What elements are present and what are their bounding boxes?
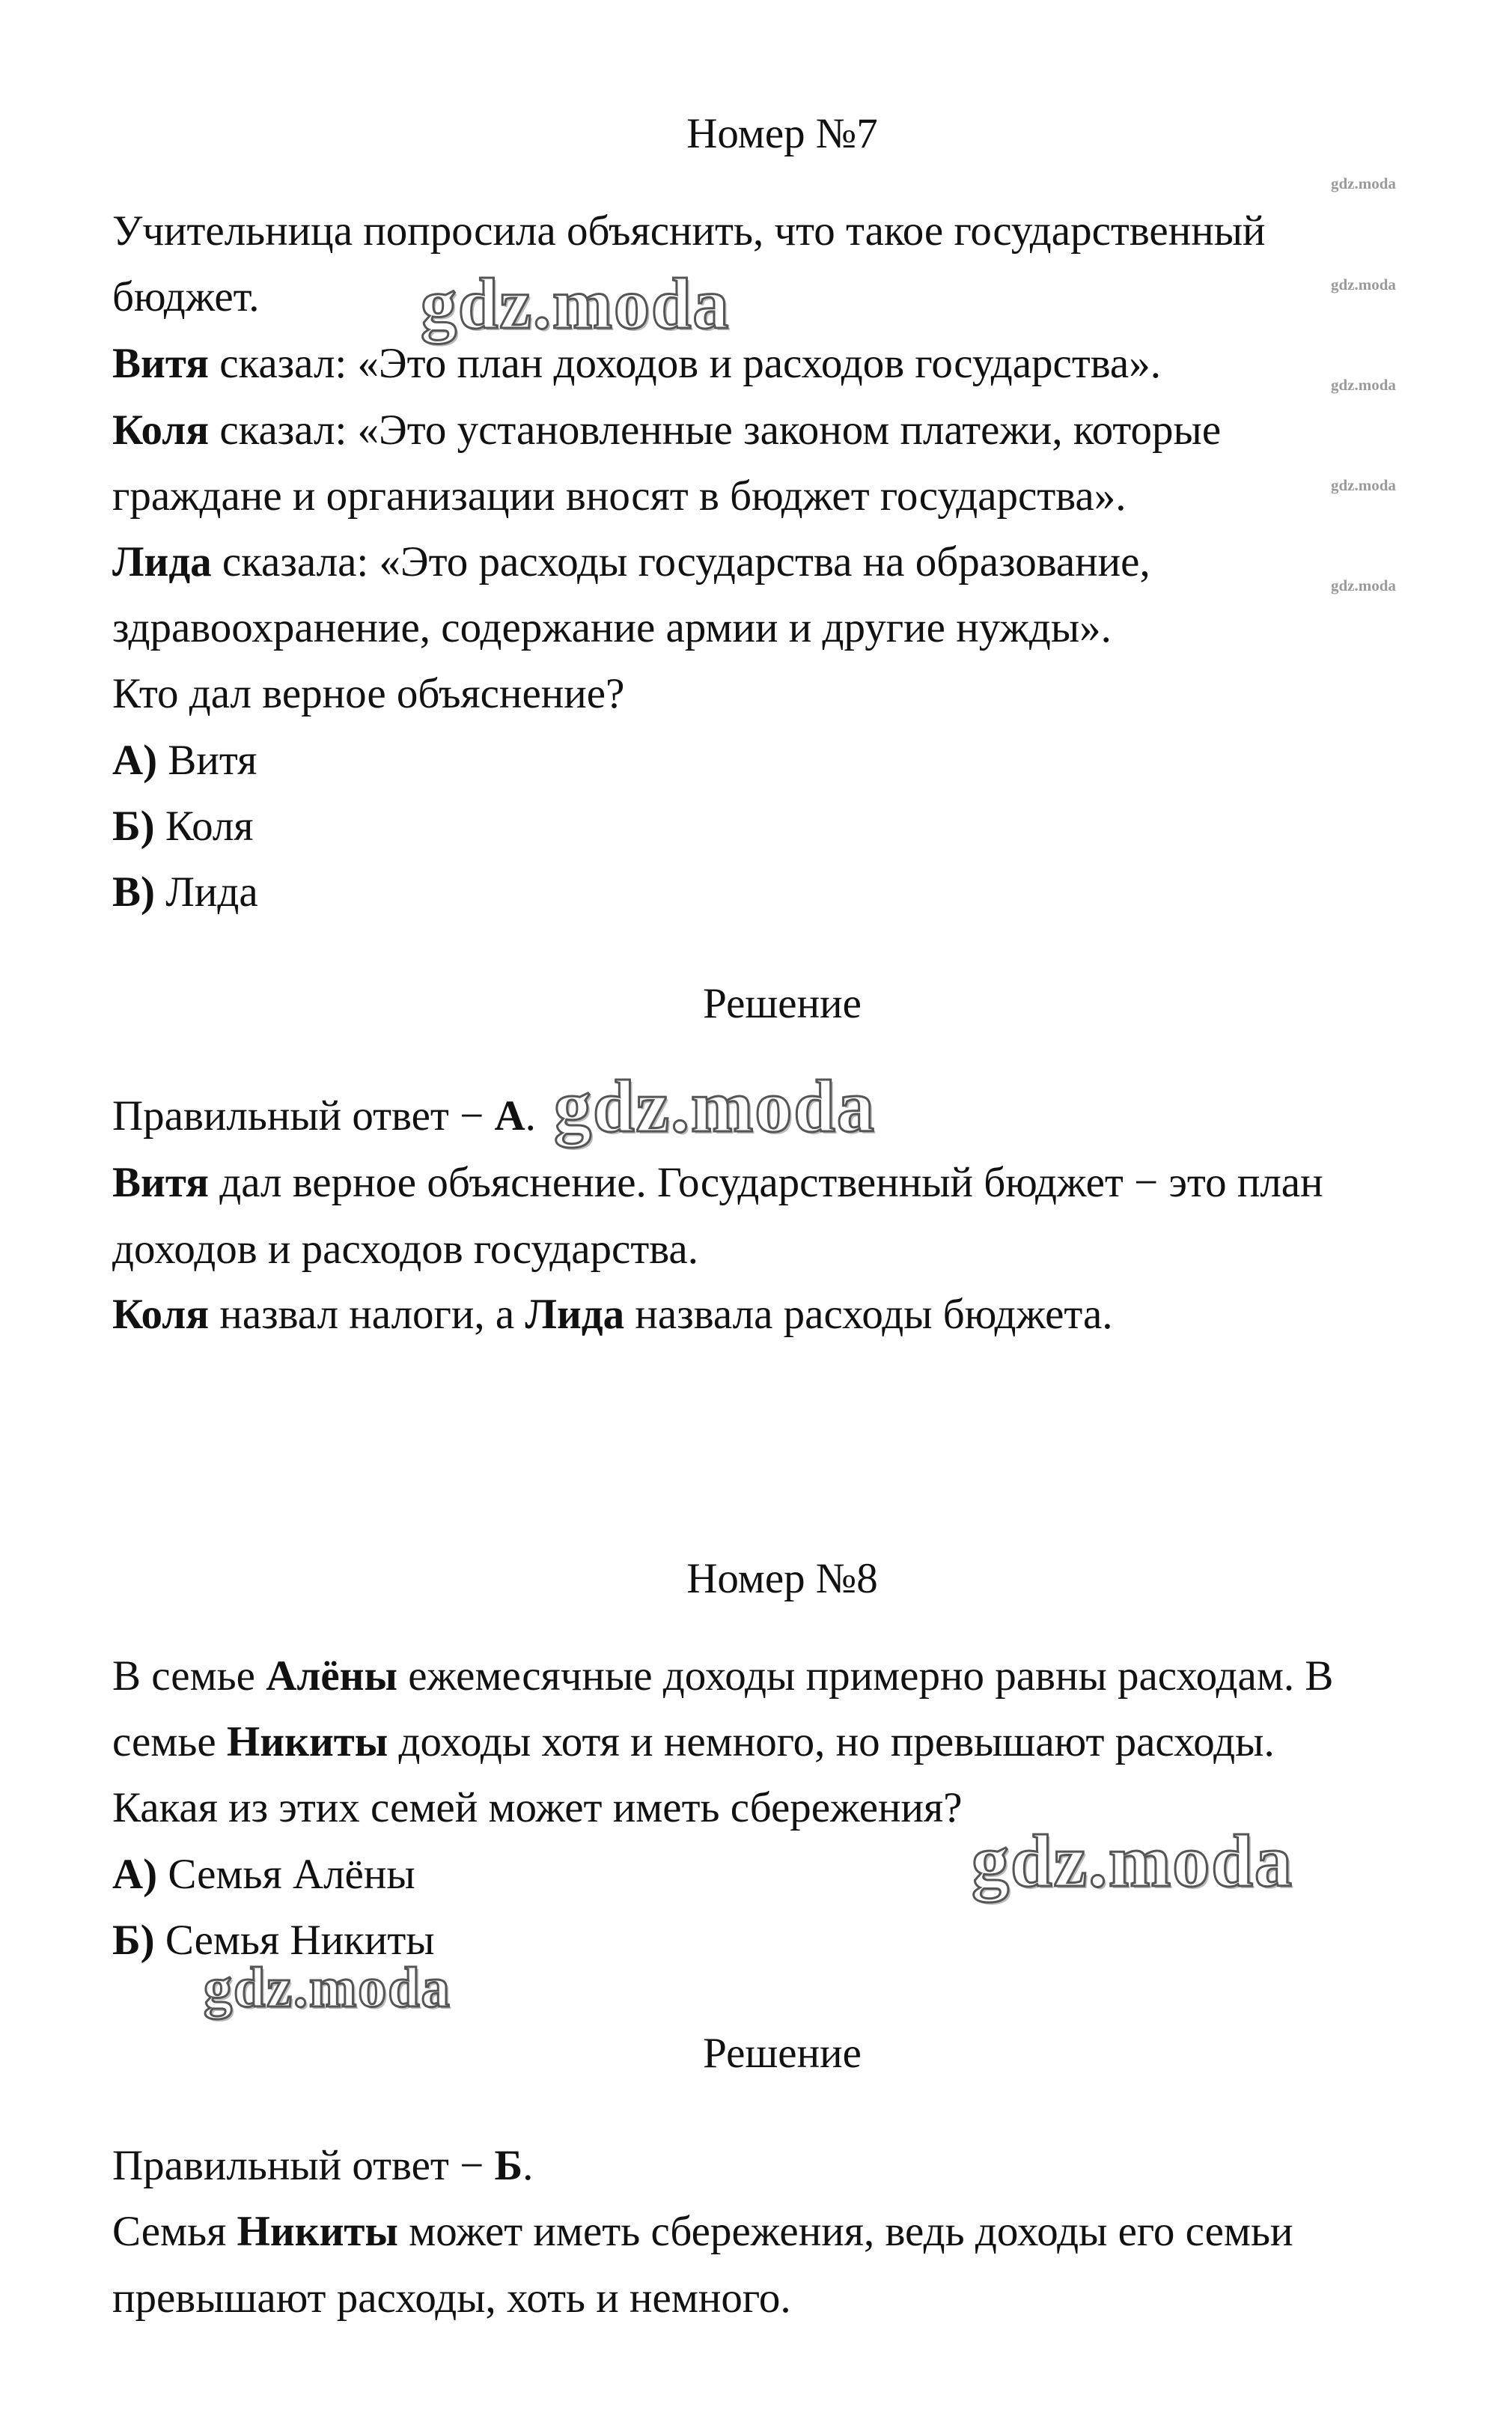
task8-heading: Номер №8 <box>686 1555 878 1602</box>
kolya-name: Коля <box>112 407 210 454</box>
option-text: Семья Алёны <box>157 1851 415 1898</box>
expl-name: Лида <box>525 1291 625 1338</box>
answer-prefix: Правильный ответ − <box>112 1092 495 1140</box>
vitya-text: сказал: «Это план доходов и расходов государства». <box>208 340 1161 387</box>
answer-prefix: Правильный ответ − <box>112 2142 495 2189</box>
task7-heading: Номер №7 <box>686 110 878 157</box>
task7-question-line1: Учительница попросила объяснить, что такое государственный <box>112 207 1266 255</box>
question-text: доходы хотя и немного, но превышают расходы. <box>388 1718 1275 1765</box>
question-text: ежемесячные доходы примерно равны расходам. В <box>397 1652 1334 1700</box>
task7-ask: Кто дал верное объяснение? <box>112 670 625 717</box>
task7-question-line2: бюджет. <box>112 273 260 320</box>
task7-option-c <box>112 868 258 916</box>
watermark-small: gdz.moda <box>1331 376 1396 394</box>
task8-ask: Какая из этих семей может иметь сбережения? <box>112 1784 963 1831</box>
answer-suffix: . <box>525 1092 536 1140</box>
task8-explanation-line2: превышают расходы, хоть и немного. <box>112 2275 791 2322</box>
task7-option-b <box>112 805 254 848</box>
option-text: Коля <box>154 803 254 850</box>
option-text: Семья Никиты <box>154 1917 435 1964</box>
expl-text: может иметь сбережения, ведь доходы его семьи <box>397 2208 1293 2255</box>
watermark-large: gdz.moda <box>204 1956 451 2019</box>
option-letter: Б) <box>112 803 155 850</box>
answer-letter: Б <box>494 2142 523 2189</box>
task7-explanation-line3 <box>112 1293 1113 1336</box>
expl-text: Семья <box>112 2208 237 2255</box>
watermark-small: gdz.moda <box>1331 476 1396 494</box>
expl-text: назвала расходы бюджета. <box>624 1291 1113 1338</box>
option-letter: А) <box>112 737 158 784</box>
task7-explanation-line1 <box>112 1161 1323 1204</box>
watermark-large: gdz.moda <box>972 1819 1293 1902</box>
task7-lida-line1 <box>112 538 1150 585</box>
task7-answer <box>112 1092 536 1140</box>
nikita-name: Никиты <box>237 2208 398 2255</box>
task7-vitya-line <box>112 342 1161 385</box>
option-letter: В) <box>112 868 155 916</box>
task8-answer <box>112 2144 533 2187</box>
task7-kolya-line2: граждане и организации вносят в бюджет государства». <box>112 472 1127 520</box>
task7-solution-heading: Решение <box>703 980 862 1027</box>
task8-question-line2 <box>112 1720 1275 1763</box>
task7-kolya-line1 <box>112 407 1222 454</box>
expl-name: Витя <box>112 1159 209 1206</box>
answer-letter: А <box>494 1092 525 1140</box>
task7-lida-line2: здравоохранение, содержание армии и другие нужды». <box>112 604 1112 651</box>
expl-text: дал верное объяснение. Государственный бюджет − это план <box>208 1159 1323 1206</box>
alyona-name: Алёны <box>266 1652 397 1700</box>
lida-text: сказала: «Это расходы государства на образование, <box>211 538 1150 585</box>
expl-name: Коля <box>112 1291 210 1338</box>
watermark-small: gdz.moda <box>1331 576 1396 594</box>
nikita-name: Никиты <box>226 1718 388 1765</box>
task8-question-line1 <box>112 1652 1334 1700</box>
watermark-small: gdz.moda <box>1331 276 1396 293</box>
expl-text: назвал налоги, а <box>209 1291 525 1338</box>
task8-explanation-line1 <box>112 2210 1293 2253</box>
option-text: Витя <box>157 737 257 784</box>
question-text: В семье <box>112 1652 266 1700</box>
question-text: семье <box>112 1718 227 1765</box>
task7-explanation-line2: доходов и расходов государства. <box>112 1226 698 1273</box>
kolya-text: сказал: «Это установленные законом платежи, которые <box>209 407 1222 454</box>
option-text: Лида <box>155 868 258 916</box>
watermark-large: gdz.moda <box>421 264 731 344</box>
watermark-large: gdz.moda <box>554 1065 876 1148</box>
vitya-name: Витя <box>112 340 209 387</box>
lida-name: Лида <box>112 538 212 585</box>
task8-solution-heading: Решение <box>703 2030 862 2077</box>
option-letter: А) <box>112 1851 158 1898</box>
answer-suffix: . <box>522 2142 534 2189</box>
task7-option-a <box>112 739 257 782</box>
option-letter: Б) <box>112 1917 155 1964</box>
watermark-small: gdz.moda <box>1331 174 1396 192</box>
task8-option-a <box>112 1853 415 1896</box>
